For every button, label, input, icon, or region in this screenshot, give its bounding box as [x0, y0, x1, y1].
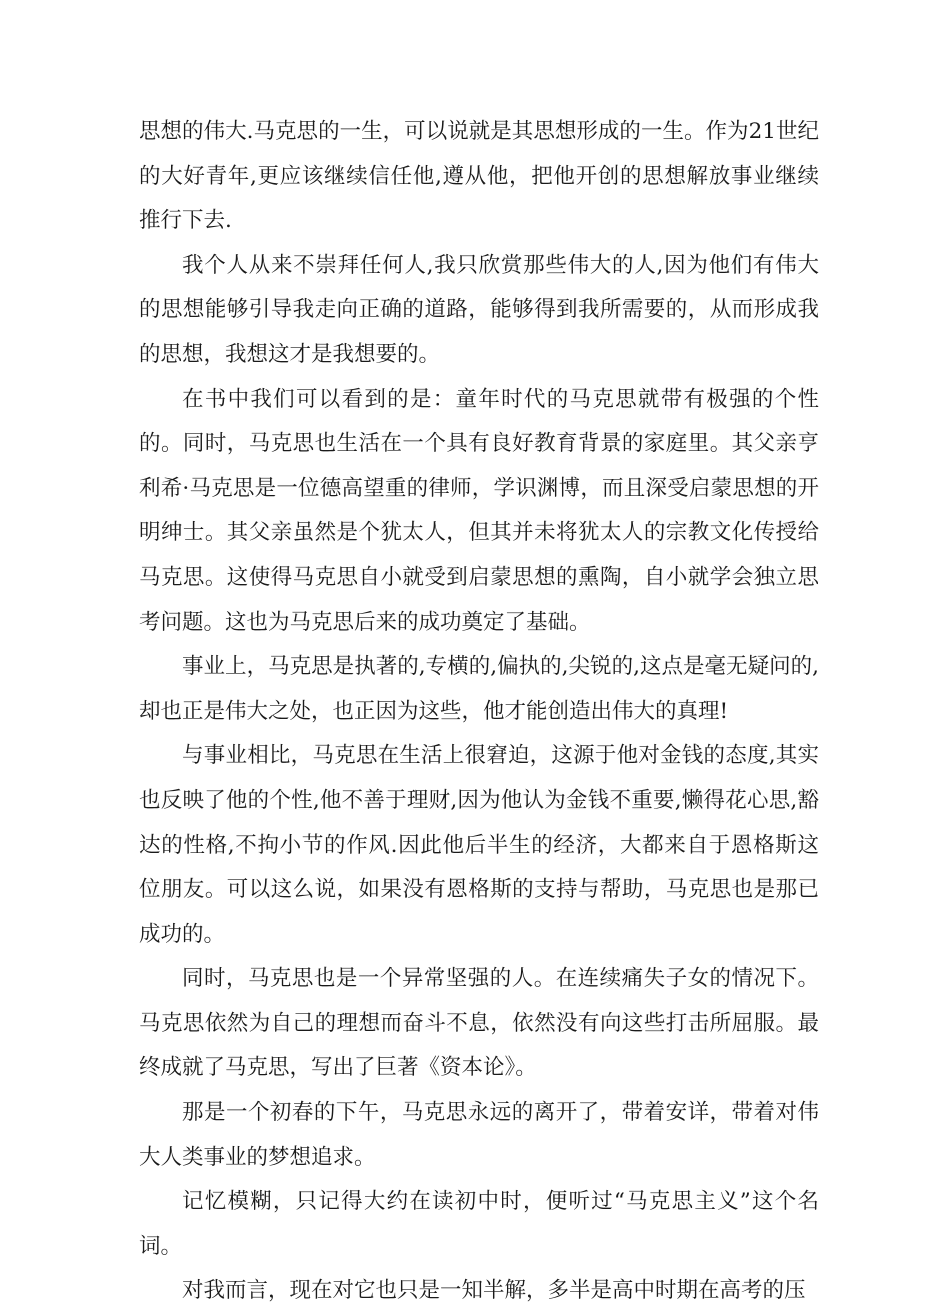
paragraph-6: 同时，马克思也是一个异常坚强的人。在连续痛失子女的情况下。马克思依然为自己的理想而奋斗不息，依然没有向这些打击所屈服。最终成就了马克思，写出了巨著《资本论》。: [139, 966, 819, 1081]
document-body: [139, 110, 819, 1314]
paragraph-1: 思想的伟大.马克思的一生，可以说就是其思想形成的一生。作为21世纪的大好青年,更应该继续信任他,遵从他，把他开创的思想解放事业继续推行下去.: [139, 119, 819, 234]
paragraph-3: 在书中我们可以看到的是：童年时代的马克思就带有极强的个性的。同时，马克思也生活在一个具有良好教育背景的家庭里。其父亲亨利希·马克思是一位德高望重的律师，学识渊博，而且深受启蒙思想的开明绅士。其父亲虽然是个犹太人，但其并未将犹太人的宗教文化传授给马克思。这使得马克思自小就受到启蒙思想的熏陶，自小就学会独立思考问题。这也为马克思后来的成功奠定了基础。: [139, 386, 819, 635]
paragraph-2: 我个人从来不崇拜任何人,我只欣赏那些伟大的人,因为他们有伟大的思想能够引导我走向正确的道路，能够得到我所需要的，从而形成我的思想，我想这才是我想要的。: [139, 252, 819, 367]
paragraph-8: 记忆模糊，只记得大约在读初中时，便听过“马克思主义”这个名词。: [139, 1189, 819, 1259]
paragraph-4: 事业上，马克思是执著的,专横的,偏执的,尖锐的,这点是毫无疑问的,却也正是伟大之处，也正因为这些，他才能创造出伟大的真理!: [139, 654, 819, 724]
paragraph-9: 对我而言，现在对它也只是一知半解，多半是高中时期在高考的压: [182, 1278, 806, 1304]
paragraph-5: 与事业相比，马克思在生活上很窘迫，这源于他对金钱的态度,其实也反映了他的个性,他不善于理财,因为他认为金钱不重要,懒得花心思,豁达的性格,不拘小节的作风.因此他后半生的经济，大都来自于恩格斯这位朋友。可以这么说，如果没有恩格斯的支持与帮助，马克思也是那已成功的。: [139, 743, 819, 947]
paragraph-7: 那是一个初春的下午，马克思永远的离开了，带着安详，带着对伟大人类事业的梦想追求。: [139, 1100, 819, 1170]
